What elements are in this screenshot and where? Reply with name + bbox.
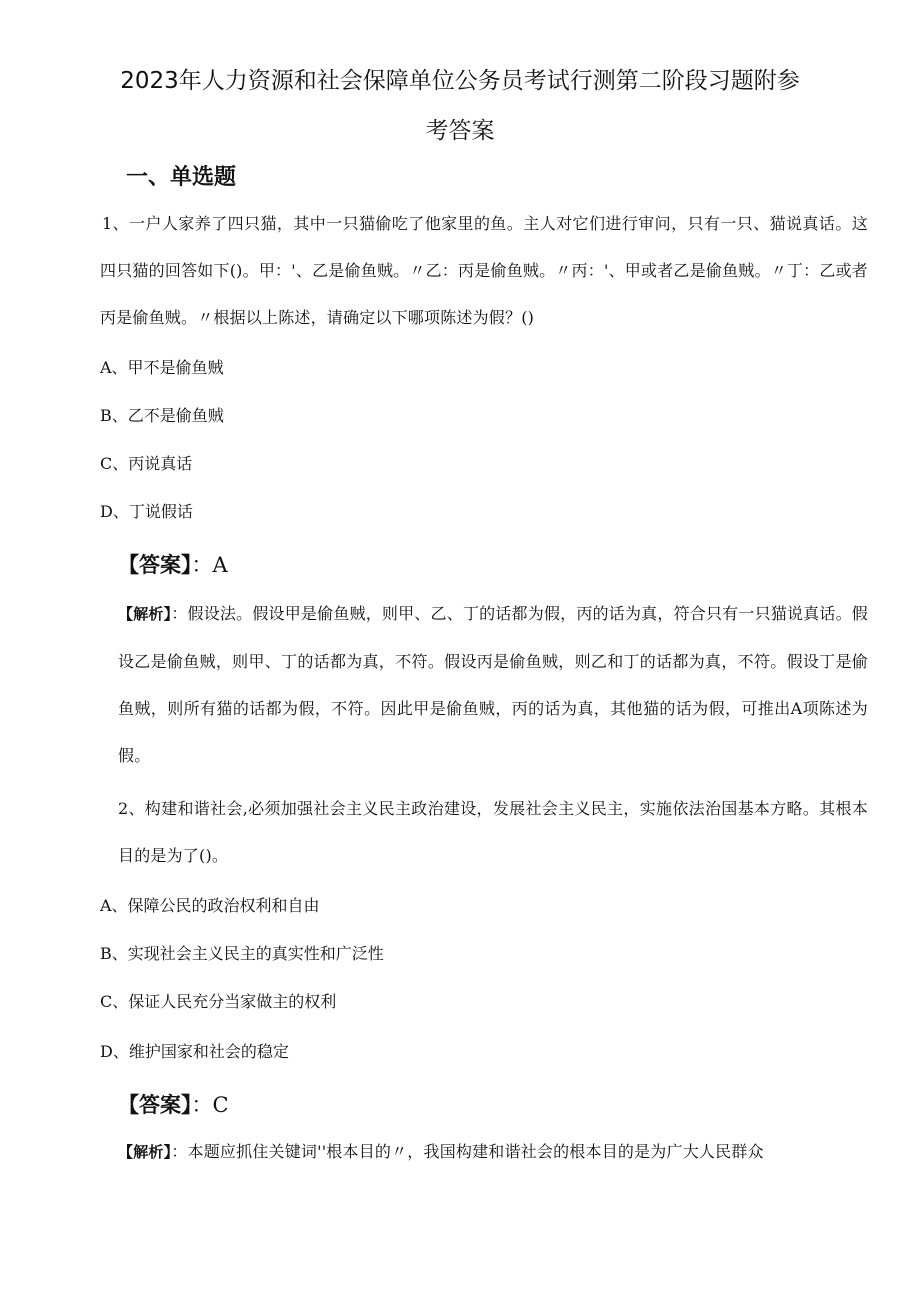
- analysis-label: 【解析】: [118, 605, 172, 623]
- analysis-text: ：假设法。假设甲是偷鱼贼，则甲、乙、丁的话都为假，丙的话为真，符合只有一只猫说真话。假设乙是偷鱼贼，则甲、丁的话都为真，不符。假设丙是偷鱼贼，则乙和丁的话都为真，不符。假设丁是偷鱼贼，则所有猫的话都为假，不符。因此甲是偷鱼贼，丙的话为真，其他猫的话为假，可推出A项陈述为假。: [118, 604, 868, 765]
- question-2-option-c: C、保证人民充分当家做主的权利: [100, 992, 337, 1011]
- question-1-option-b: B、乙不是偷鱼贼: [100, 406, 224, 425]
- question-2-option-d: D、维护国家和社会的稳定: [100, 1042, 289, 1061]
- question-1-answer: [118, 549, 228, 579]
- section-heading: 一、单选题: [126, 165, 237, 190]
- question-2-stem: 2、构建和谐社会,必须加强社会主义民主政治建设，发展社会主义民主，实施依法治国基本方略。其根本目的是为了()。: [118, 799, 868, 865]
- question-2-option-a: A、保障公民的政治权利和自由: [100, 896, 320, 915]
- answer-value: C: [212, 1093, 229, 1117]
- answer-separator: ：: [191, 553, 213, 577]
- answer-separator: ：: [191, 1093, 213, 1117]
- answer-label: 【答案】: [118, 553, 192, 577]
- page-title-line2: 考答案: [425, 118, 495, 144]
- analysis-text: ：本题应抓住关键词''根本目的〃，我国构建和谐社会的根本目的是为广大人民群众: [171, 1142, 764, 1161]
- question-2-analysis: [100, 1128, 868, 1176]
- answer-label: 【答案】: [118, 1093, 192, 1117]
- question-1-option-c: C、丙说真话: [100, 454, 193, 473]
- analysis-label: 【解析】: [118, 1143, 172, 1161]
- question-2-option-b: B、实现社会主义民主的真实性和广泛性: [100, 944, 384, 963]
- answer-value: A: [212, 553, 228, 577]
- question-1-analysis: [100, 590, 868, 779]
- question-1-option-a: A、甲不是偷鱼贼: [100, 358, 224, 377]
- question-2-answer: [118, 1089, 229, 1119]
- page-title-line1: 2023年人力资源和社会保障单位公务员考试行测第二阶段习题附参: [120, 68, 800, 94]
- question-1-stem: 1、一户人家养了四只猫，其中一只猫偷吃了他家里的鱼。主人对它们进行审问，只有一只、猫说真话。这四只猫的回答如下()。甲：'、乙是偷鱼贼。〃乙：丙是偷鱼贼。〃丙：'、甲或者乙是偷鱼贼。〃丁：乙或者丙是偷鱼贼。〃根据以上陈述，请确定以下哪项陈述为假？(): [100, 214, 868, 327]
- question-1-option-d: D、丁说假话: [100, 502, 193, 521]
